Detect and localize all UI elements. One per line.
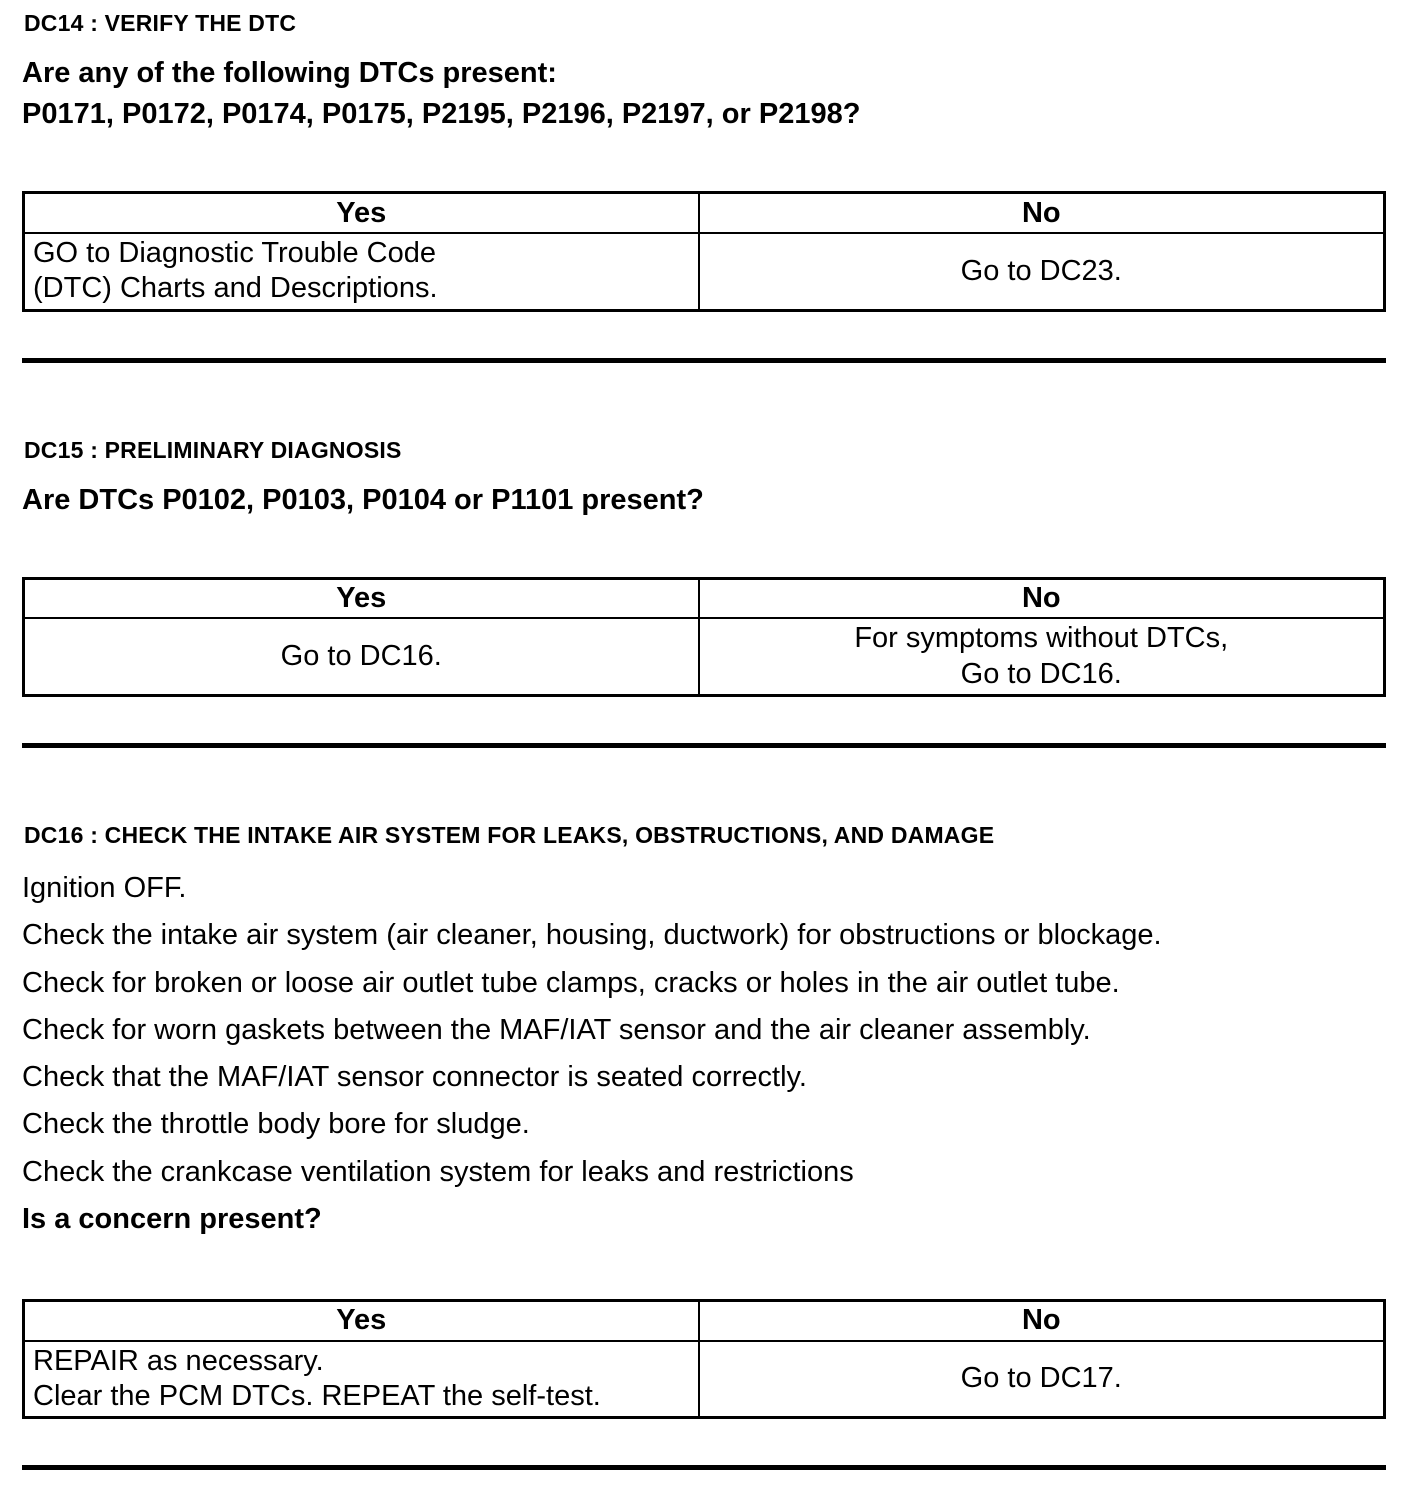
no-header: No bbox=[699, 193, 1385, 233]
no-cell-line: Go to DC23. bbox=[960, 254, 1122, 287]
table-body-row bbox=[24, 618, 1385, 695]
question-line: Are any of the following DTCs present: bbox=[22, 57, 557, 89]
yes-cell-line: Clear the PCM DTCs. REPEAT the self-test. bbox=[33, 1380, 601, 1413]
yes-cell bbox=[24, 233, 699, 310]
question-line: Are DTCs P0102, P0103, P0104 or P1101 present? bbox=[22, 483, 704, 516]
no-cell bbox=[699, 233, 1385, 310]
step-line: Ignition OFF. bbox=[22, 872, 187, 905]
section-divider bbox=[22, 358, 1386, 363]
question-block-dc15 bbox=[22, 480, 1386, 521]
decision-table-dc14 bbox=[22, 191, 1386, 311]
section-heading-dc14: DC14 : VERIFY THE DTC bbox=[24, 10, 297, 36]
step-line: Check the intake air system (air cleaner, housing, ductwork) for obstructions or blockage. bbox=[22, 919, 1162, 952]
yes-header: Yes bbox=[24, 1301, 699, 1341]
yes-cell-line: (DTC) Charts and Descriptions. bbox=[33, 272, 438, 305]
question-line: Is a concern present? bbox=[22, 1202, 322, 1235]
steps-block-dc16 bbox=[22, 865, 1386, 1243]
section-divider bbox=[22, 743, 1386, 748]
question-line: P0171, P0172, P0174, P0175, P2195, P2196, P2197, or P2198? bbox=[22, 98, 861, 131]
question-block-dc14 bbox=[22, 53, 1386, 135]
step-line: Check the crankcase ventilation system for leaks and restrictions bbox=[22, 1155, 854, 1188]
table-body-row bbox=[24, 233, 1385, 310]
yes-header: Yes bbox=[24, 578, 699, 618]
table-header-row bbox=[24, 1301, 1385, 1341]
section-dc16 bbox=[22, 822, 1386, 1419]
no-cell-line: For symptoms without DTCs, bbox=[854, 622, 1229, 655]
no-header: No bbox=[699, 578, 1385, 618]
section-heading-dc16: DC16 : CHECK THE INTAKE AIR SYSTEM FOR LEAKS, OBSTRUCTIONS, AND DAMAGE bbox=[24, 822, 995, 849]
table-body-row bbox=[24, 1341, 1385, 1418]
yes-cell-line: GO to Diagnostic Trouble Code bbox=[33, 236, 436, 269]
yes-cell-line: Go to DC16. bbox=[280, 639, 442, 672]
section-dc14 bbox=[22, 10, 1386, 312]
yes-cell bbox=[24, 1341, 699, 1418]
step-line: Check for worn gaskets between the MAF/IAT sensor and the air cleaner assembly. bbox=[22, 1013, 1091, 1046]
yes-cell-line: REPAIR as necessary. bbox=[33, 1344, 324, 1377]
section-dc15 bbox=[22, 437, 1386, 697]
section-heading-dc15: DC15 : PRELIMINARY DIAGNOSIS bbox=[24, 436, 402, 463]
no-cell bbox=[699, 618, 1385, 695]
no-cell-line: Go to DC17. bbox=[960, 1362, 1122, 1395]
table-header-row bbox=[24, 578, 1385, 618]
table-header-row bbox=[24, 193, 1385, 233]
step-line: Check for broken or loose air outlet tube clamps, cracks or holes in the air outlet tube. bbox=[22, 966, 1120, 999]
section-divider bbox=[22, 1465, 1386, 1470]
no-cell bbox=[699, 1341, 1385, 1418]
decision-table-dc15 bbox=[22, 577, 1386, 697]
step-line: Check that the MAF/IAT sensor connector is seated correctly. bbox=[22, 1061, 807, 1094]
yes-cell bbox=[24, 618, 699, 695]
no-cell-line: Go to DC16. bbox=[960, 657, 1122, 690]
yes-header: Yes bbox=[24, 193, 699, 233]
step-line: Check the throttle body bore for sludge. bbox=[22, 1108, 530, 1141]
decision-table-dc16 bbox=[22, 1299, 1386, 1419]
no-header: No bbox=[699, 1301, 1385, 1341]
